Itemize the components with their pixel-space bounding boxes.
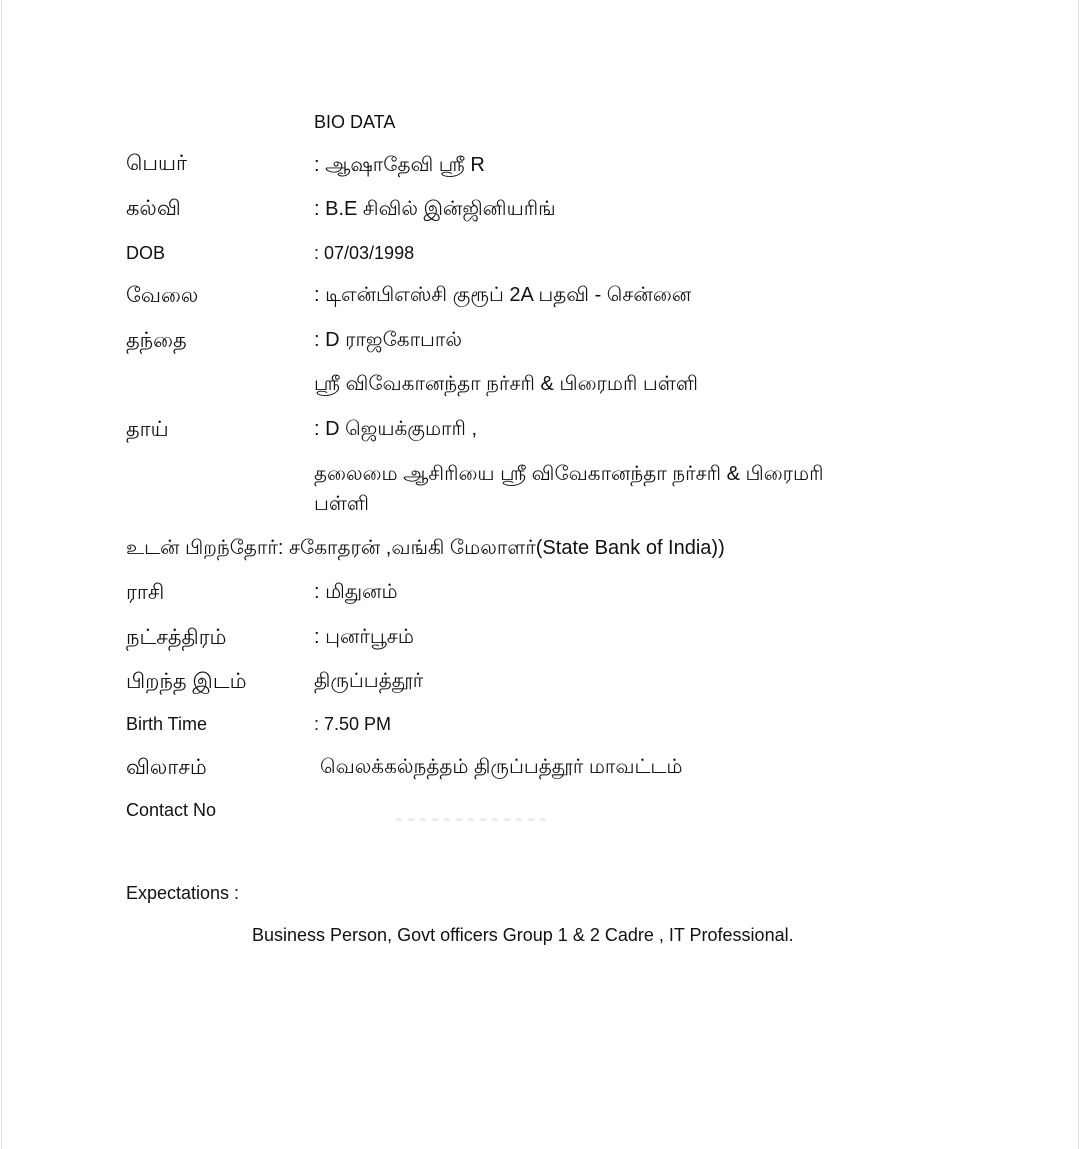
education-value: : B.E சிவில் இன்ஜினியரிங் [314, 198, 556, 220]
address-value: வெலக்கல்நத்தம் திருப்பத்தூர் மாவட்டம் [320, 756, 683, 778]
father-detail: ஸ்ரீ விவேகானந்தா நர்சரி & பிரைமரி பள்ளி [314, 373, 698, 395]
contact-label: Contact No [126, 800, 217, 820]
expectations-label: Expectations : [126, 883, 240, 903]
redacted-contact-number [396, 818, 546, 821]
expectations-value: Business Person, Govt officers Group 1 & 2 Cadre , IT Professional. [252, 925, 794, 945]
star-value: : புனர்பூசம் [314, 626, 414, 648]
name-value: : ஆஷாதேவி ஸ்ரீ R [314, 154, 485, 176]
dob-label: DOB [126, 243, 166, 263]
page-edge-left [1, 0, 2, 1149]
job-label: வேலை [126, 284, 199, 307]
dob-value: : 07/03/1998 [314, 243, 415, 263]
mother-label: தாய் [126, 418, 169, 441]
birthplace-value: திருப்பத்தூர் [314, 670, 424, 692]
job-value: : டிஎன்பிஎஸ்சி குரூப் 2A பதவி - சென்னை [314, 284, 692, 306]
rasi-label: ராசி [126, 581, 165, 604]
birthplace-label: பிறந்த இடம் [126, 670, 247, 693]
birth-time-label: Birth Time [126, 714, 208, 734]
siblings-line: உடன் பிறந்தோர்: சகோதரன் ,வங்கி மேலாளர்(State Bank of India)) [126, 537, 725, 559]
birth-time-value: : 7.50 PM [314, 714, 392, 734]
mother-value: : D ஜெயக்குமாரி , [314, 418, 478, 440]
document-title: BIO DATA [314, 112, 396, 132]
rasi-value: : மிதுனம் [314, 581, 398, 603]
education-label: கல்வி [126, 197, 181, 220]
page-edge-right [1078, 0, 1079, 1149]
name-label: பெயர் [126, 152, 187, 175]
address-label: விலாசம் [126, 756, 207, 779]
father-label: தந்தை [126, 329, 187, 352]
star-label: நட்சத்திரம் [126, 626, 227, 649]
mother-detail: தலைமை ஆசிரியை ஸ்ரீ விவேகானந்தா நர்சரி & பிரைமரி பள்ளி [314, 463, 824, 515]
father-value: : D ராஜகோபால் [314, 329, 462, 351]
